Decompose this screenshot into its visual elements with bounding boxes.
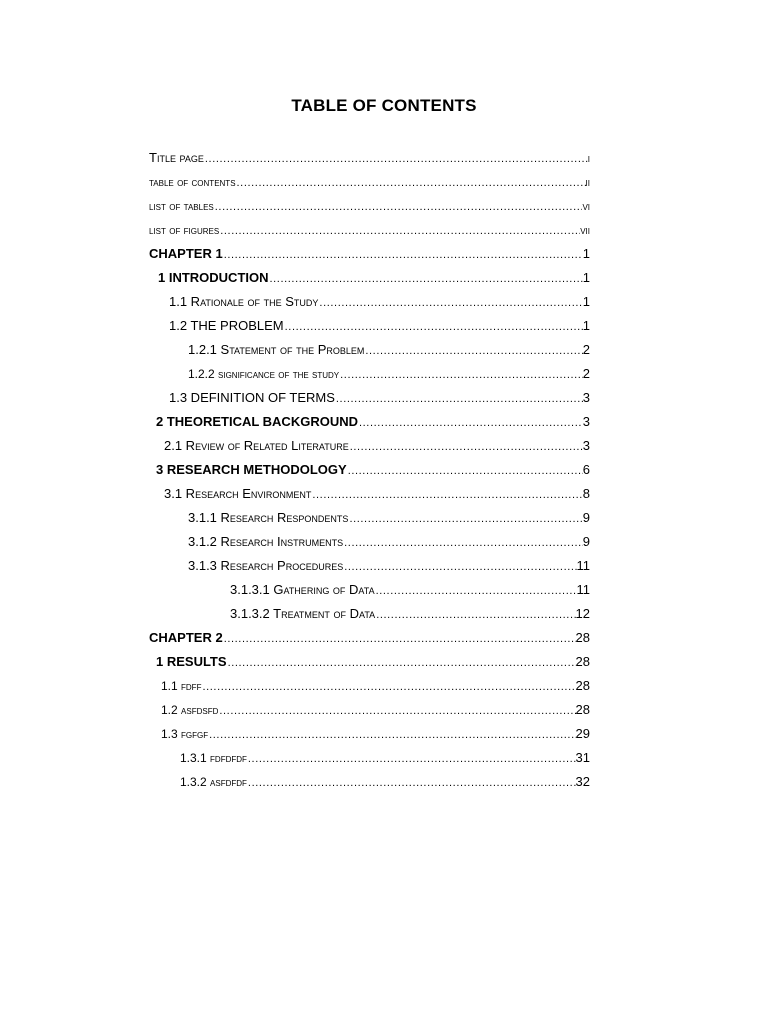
dot-leader [224, 243, 583, 266]
toc-entry-label: 1.3.2 asfdfdf [180, 775, 247, 789]
toc-entry-title-page[interactable] [149, 146, 590, 170]
toc-entry-rationale[interactable] [149, 290, 590, 314]
toc-entry-1-2[interactable] [149, 698, 590, 722]
dot-leader [376, 603, 575, 626]
toc-entry-page: 28 [575, 702, 590, 717]
toc-entry-label: 3.1.3.2 Treatment of Data [230, 606, 376, 621]
toc-entry-label: CHAPTER 1 [149, 246, 223, 261]
dot-leader [228, 651, 576, 674]
toc-entry-label: 1.2 THE PROBLEM [169, 318, 284, 333]
dot-leader [336, 387, 583, 410]
toc-entry-label: 3 RESEARCH METHODOLOGY [156, 462, 347, 477]
dot-leader [376, 579, 577, 602]
toc-entry-page: 28 [575, 654, 590, 669]
toc-entry-treatment-of-data[interactable] [149, 602, 590, 626]
toc-entry-research-respondents[interactable] [149, 506, 590, 530]
toc-entry-1-3[interactable] [149, 722, 590, 746]
toc-entry-label: 1 INTRODUCTION [158, 270, 269, 285]
toc-entry-list-of-figures[interactable] [149, 218, 590, 242]
dot-leader [344, 555, 576, 578]
toc-entry-page: 1 [582, 270, 590, 285]
toc-entry-page: 2 [582, 342, 590, 357]
toc-entry-page: 28 [575, 630, 590, 645]
toc-entry-page: 1 [582, 294, 590, 309]
toc-entry-label: 3.1.1 Research Respondents [188, 510, 349, 525]
toc-entry-page: 9 [582, 510, 590, 525]
table-of-contents [149, 146, 590, 794]
toc-entry-theoretical-background[interactable] [149, 410, 590, 434]
toc-entry-page: 12 [575, 606, 590, 621]
toc-entry-label: 1.3 DEFINITION OF TERMS [169, 390, 335, 405]
toc-entry-page: 31 [575, 750, 590, 765]
dot-leader [209, 723, 575, 746]
dot-leader [248, 747, 576, 770]
dot-leader [215, 195, 583, 218]
toc-entry-page: 29 [575, 726, 590, 741]
toc-entry-review-literature[interactable] [149, 434, 590, 458]
toc-entry-chapter-2[interactable] [149, 626, 590, 650]
toc-entry-chapter-1[interactable] [149, 242, 590, 266]
toc-entry-page: 2 [582, 366, 590, 381]
toc-entry-page: ii [585, 177, 590, 189]
toc-entry-page: 11 [576, 558, 590, 573]
toc-entry-research-instruments[interactable] [149, 530, 590, 554]
toc-entry-page: 28 [575, 678, 590, 693]
toc-entry-label: table of contents [149, 175, 236, 189]
toc-entry-page: 1 [582, 318, 590, 333]
toc-entry-results[interactable] [149, 650, 590, 674]
dot-leader [344, 531, 583, 554]
dot-leader [205, 147, 588, 170]
toc-entry-label: list of tables [149, 199, 214, 213]
dot-leader [270, 267, 583, 290]
dot-leader [224, 627, 576, 650]
dot-leader [350, 435, 583, 458]
dot-leader [340, 363, 583, 386]
toc-entry-label: 1.3.1 fdfdfdf [180, 751, 247, 765]
toc-entry-label: 1.2.2 significance of the study [188, 367, 340, 381]
dot-leader [285, 315, 583, 338]
toc-entry-page: 32 [575, 774, 590, 789]
toc-entry-the-problem[interactable] [149, 314, 590, 338]
dot-leader [319, 291, 582, 314]
dot-leader [202, 675, 575, 698]
toc-entry-label: 1.1 fdff [161, 679, 202, 693]
dot-leader [349, 507, 582, 530]
toc-entry-label: Title page [149, 150, 204, 165]
toc-entry-label: 1 RESULTS [156, 654, 227, 669]
toc-entry-page: 3 [582, 390, 590, 405]
toc-entry-page: i [587, 153, 590, 165]
toc-entry-research-procedures[interactable] [149, 554, 590, 578]
toc-entry-label: 1.3 fgfgf [161, 727, 209, 741]
dot-leader [359, 411, 583, 434]
toc-entry-page: 3 [582, 438, 590, 453]
dot-leader [312, 483, 582, 506]
dot-leader [219, 699, 575, 722]
toc-entry-label: 3.1.2 Research Instruments [188, 534, 344, 549]
page-title: TABLE OF CONTENTS [291, 96, 477, 115]
toc-entry-label: list of figures [149, 223, 220, 237]
toc-entry-label: 3.1 Research Environment [164, 486, 312, 501]
toc-entry-1-1[interactable] [149, 674, 590, 698]
toc-entry-1-3-1[interactable] [149, 746, 590, 770]
toc-entry-statement-of-problem[interactable] [149, 338, 590, 362]
toc-entry-page: 1 [582, 246, 590, 261]
toc-entry-label: 2 THEORETICAL BACKGROUND [156, 414, 358, 429]
toc-entry-label: 1.2 asfdsfd [161, 703, 219, 717]
toc-entry-page: vii [580, 225, 590, 237]
toc-entry-page: 6 [582, 462, 590, 477]
toc-entry-introduction[interactable] [149, 266, 590, 290]
toc-entry-page: vi [582, 201, 590, 213]
toc-entry-research-environment[interactable] [149, 482, 590, 506]
toc-entry-list-of-tables[interactable] [149, 194, 590, 218]
dot-leader [365, 339, 582, 362]
toc-entry-significance[interactable] [149, 362, 590, 386]
toc-entry-page: 9 [582, 534, 590, 549]
toc-entry-definition-of-terms[interactable] [149, 386, 590, 410]
toc-entry-label: 1.2.1 Statement of the Problem [188, 342, 365, 357]
toc-entry-research-methodology[interactable] [149, 458, 590, 482]
toc-entry-gathering-of-data[interactable] [149, 578, 590, 602]
toc-entry-table-of-contents[interactable] [149, 170, 590, 194]
dot-leader [220, 219, 580, 242]
dot-leader [237, 171, 586, 194]
toc-entry-page: 3 [582, 414, 590, 429]
toc-entry-page: 11 [576, 582, 590, 597]
toc-entry-label: 2.1 Review of Related Literature [164, 438, 349, 453]
toc-entry-label: 3.1.3 Research Procedures [188, 558, 344, 573]
toc-entry-label: 1.1 Rationale of the Study [169, 294, 319, 309]
toc-entry-label: CHAPTER 2 [149, 630, 223, 645]
toc-entry-label: 3.1.3.1 Gathering of Data [230, 582, 375, 597]
toc-entry-page: 8 [582, 486, 590, 501]
dot-leader [348, 459, 583, 482]
toc-entry-1-3-2[interactable] [149, 770, 590, 794]
dot-leader [248, 771, 576, 794]
